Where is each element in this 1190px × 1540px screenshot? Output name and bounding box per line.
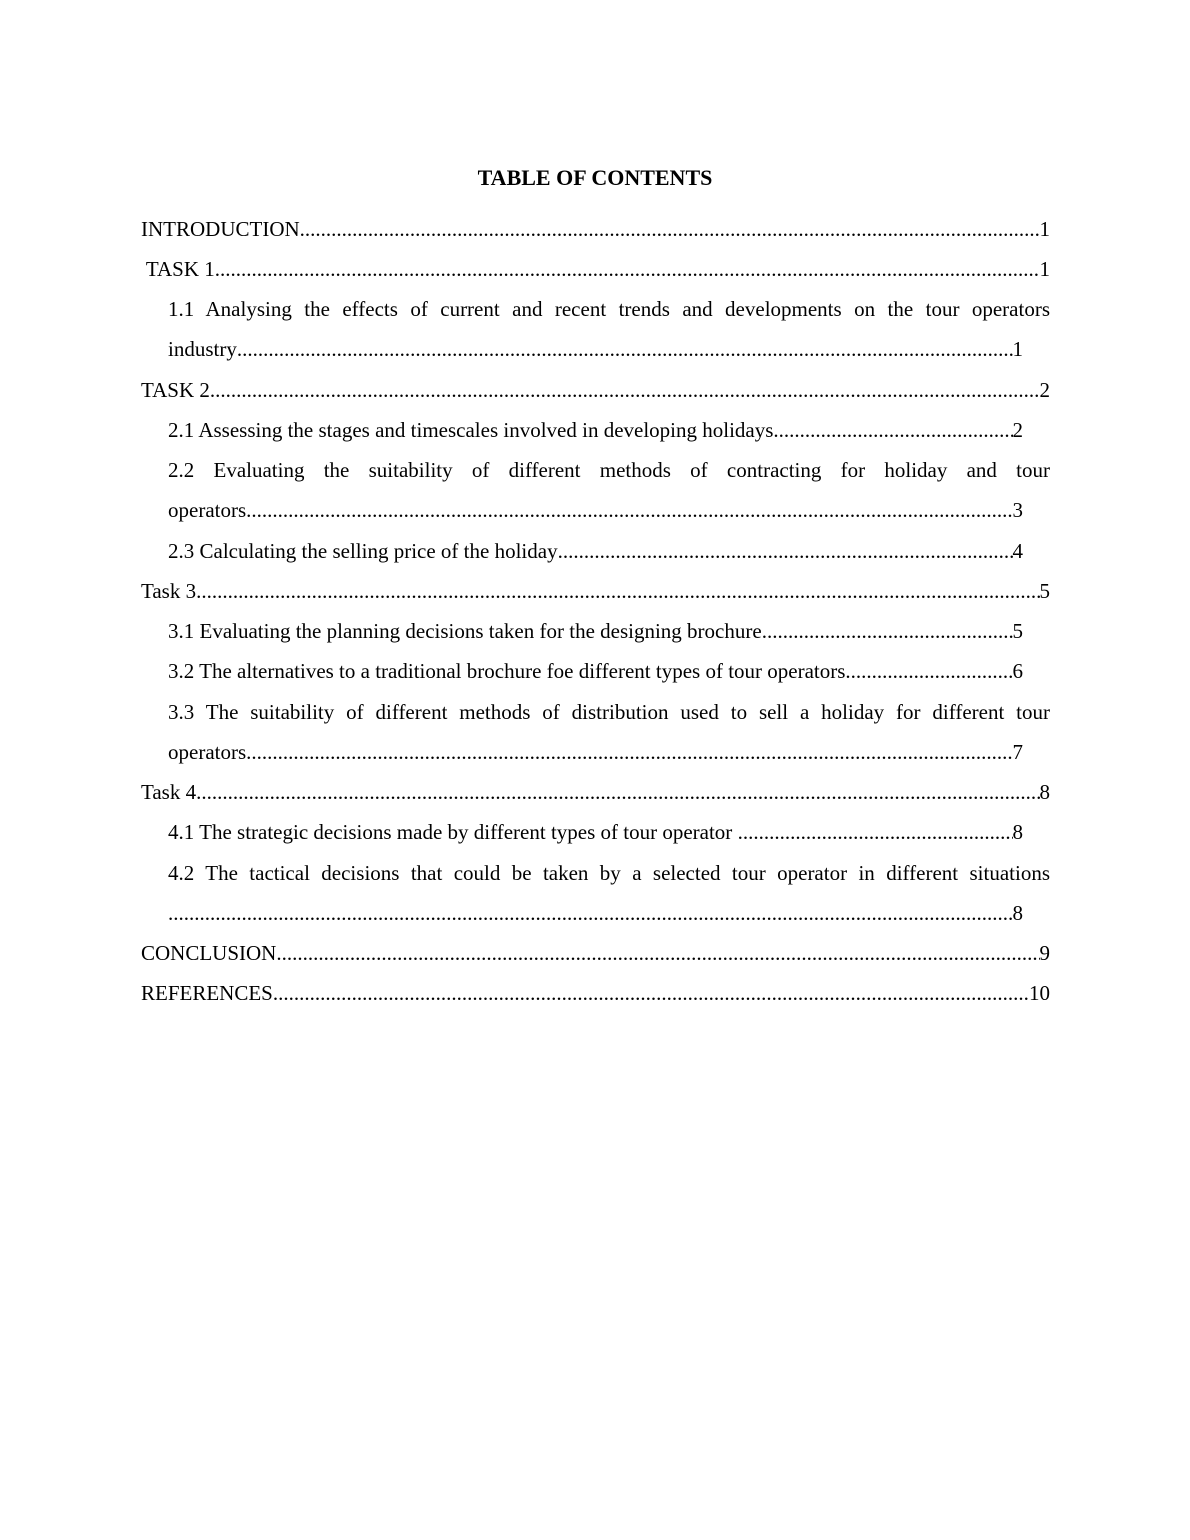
toc-entry-text: Task 4 bbox=[141, 780, 197, 804]
toc-leader bbox=[246, 737, 1012, 767]
toc-leader bbox=[762, 616, 1013, 646]
toc-entry-text: operators bbox=[168, 498, 247, 522]
toc-entry-references[interactable] bbox=[141, 978, 1050, 1008]
toc-entry-3-1[interactable] bbox=[168, 616, 1023, 646]
toc-entry-text: operators bbox=[168, 740, 247, 764]
toc-leader bbox=[558, 536, 1013, 566]
toc-leader bbox=[738, 817, 1013, 847]
toc-page-number: 4 bbox=[1012, 539, 1023, 563]
toc-entry-task-2[interactable] bbox=[141, 375, 1050, 405]
toc-leader bbox=[215, 254, 1040, 284]
toc-leader bbox=[273, 978, 1029, 1008]
toc-entry-3-3[interactable] bbox=[168, 737, 1023, 767]
toc-page-number: 5 bbox=[1012, 619, 1023, 643]
toc-page-number: 8 bbox=[1039, 780, 1050, 804]
toc-entry-3-2[interactable] bbox=[168, 656, 1023, 686]
toc-entry-text: TASK 1 bbox=[141, 257, 215, 281]
page-title: TABLE OF CONTENTS bbox=[477, 165, 713, 190]
toc-entry-4-2-first-line[interactable]: 4.2 The tactical decisions that could be taken by a selected tour operator in different situations bbox=[168, 861, 1050, 885]
toc-entry-text: 2.3 Calculating the selling price of the holiday bbox=[168, 539, 558, 563]
toc-leader bbox=[196, 777, 1039, 807]
toc-entry-text: Task 3 bbox=[141, 579, 197, 603]
toc-leader bbox=[276, 938, 1039, 968]
toc-entry-text: 3.1 Evaluating the planning decisions taken for the designing brochure bbox=[168, 619, 762, 643]
toc-entry-2-2-first-line[interactable]: 2.2 Evaluating the suitability of different methods of contracting for holiday and tour bbox=[168, 458, 1050, 482]
toc-page-number: 7 bbox=[1012, 740, 1023, 764]
toc-entry-1-1[interactable] bbox=[168, 334, 1023, 364]
toc-leader bbox=[246, 495, 1012, 525]
toc-page-number: 6 bbox=[1012, 659, 1023, 683]
toc-entry-conclusion[interactable] bbox=[141, 938, 1050, 968]
toc-page-number: 3 bbox=[1012, 498, 1023, 522]
toc-entry-text: 4.1 The strategic decisions made by different types of tour operator bbox=[168, 820, 738, 844]
toc-entry-2-2[interactable] bbox=[168, 495, 1023, 525]
toc-entry-2-1[interactable] bbox=[168, 415, 1023, 445]
toc-entry-introduction[interactable] bbox=[141, 214, 1050, 244]
toc-entry-text: 3.2 The alternatives to a traditional brochure foe different types of tour operators bbox=[168, 659, 846, 683]
toc-entry-3-3-first-line[interactable]: 3.3 The suitability of different methods of distribution used to sell a holiday for different tour bbox=[168, 700, 1050, 724]
toc-entry-2-3[interactable] bbox=[168, 536, 1023, 566]
toc-entry-task-4[interactable] bbox=[141, 777, 1050, 807]
toc-entry-task-1[interactable] bbox=[141, 254, 1050, 284]
toc-entry-text: CONCLUSION bbox=[141, 941, 277, 965]
toc-entry-text: INTRODUCTION bbox=[141, 217, 300, 241]
toc-page-number: 1 bbox=[1012, 337, 1023, 361]
toc-entry-text: industry bbox=[168, 337, 237, 361]
toc-page-number: 1 bbox=[1039, 217, 1050, 241]
toc-leader bbox=[300, 214, 1040, 244]
toc-entry-text: REFERENCES bbox=[141, 981, 273, 1005]
toc-page-number: 2 bbox=[1012, 418, 1023, 442]
toc-leader bbox=[168, 898, 1013, 928]
toc-entry-task-3[interactable] bbox=[141, 576, 1050, 606]
toc-page-number: 10 bbox=[1029, 981, 1050, 1005]
toc-entry-1-1-first-line[interactable]: 1.1 Analysing the effects of current and recent trends and developments on the tour operators bbox=[168, 297, 1050, 321]
toc-page-number: 5 bbox=[1039, 579, 1050, 603]
toc-page-number: 8 bbox=[1012, 901, 1023, 925]
toc-page-number: 8 bbox=[1012, 820, 1023, 844]
toc-entry-text: TASK 2 bbox=[141, 378, 210, 402]
toc-entry-4-1[interactable] bbox=[168, 817, 1023, 847]
toc-leader bbox=[210, 375, 1040, 405]
toc-leader bbox=[237, 334, 1013, 364]
toc-page-number: 9 bbox=[1039, 941, 1050, 965]
toc-leader bbox=[773, 415, 1012, 445]
toc-leader bbox=[196, 576, 1039, 606]
toc-page-number: 1 bbox=[1039, 257, 1050, 281]
toc-leader bbox=[845, 656, 1012, 686]
toc-page-number: 2 bbox=[1039, 378, 1050, 402]
toc-entry-text: 2.1 Assessing the stages and timescales involved in developing holidays bbox=[168, 418, 774, 442]
toc-entry-4-2[interactable] bbox=[168, 898, 1023, 928]
